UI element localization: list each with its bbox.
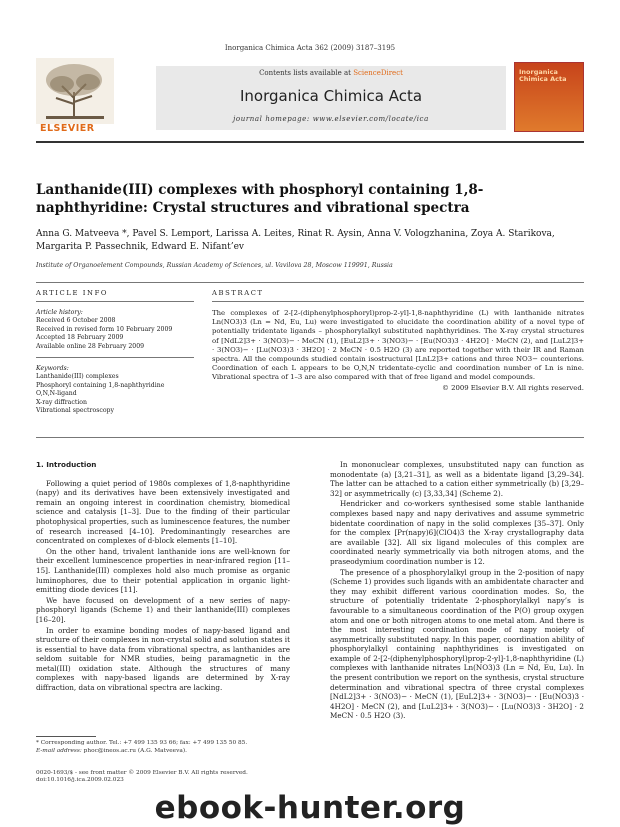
left-column (36, 460, 290, 694)
paragraph: On the other hand, trivalent lanthanide ions are well-known for their excellent luminescence properties in near-infrared region [11–15]. Lanthanide(III) complexes hold also much promise as organic luminophores, due to their potential application in organic light-emitting diode devices [11]. (36, 546, 290, 595)
header-rule (36, 141, 584, 143)
keywords-label: Keywords: (36, 365, 69, 372)
affiliation: Institute of Organoelement Compounds, Russian Academy of Sciences, ul. Vavilova 28, Moscow 119991, Russia (36, 262, 393, 269)
keyword-item: Vibrational spectroscopy (36, 407, 115, 415)
cover-title: Inorganica Chimica Acta (519, 68, 567, 83)
footnote-rule (36, 736, 96, 737)
corresponding-author: * Corresponding author. Tel.: +7 499 135 93 66; fax: +7 499 135 50 85. (36, 740, 248, 746)
contents-line (156, 69, 506, 77)
journal-cover-image (514, 62, 584, 132)
watermark: ebook-hunter.org (154, 790, 466, 826)
journal-reference: Inorganica Chimica Acta 362 (2009) 3187–3195 (224, 44, 396, 52)
paragraph: The presence of a phosphorylalkyl group in the 2-position of napy (Scheme 1) provides such ligands with an ambidentate character and they may exhibit different various coordination modes. So, the structure of potentially tridentate 2-phosphorylalkyl napy’s is favourable to a simultaneous coordination of the P(O) group oxygen atom and one or both nitrogen atoms to one metal atom. And there is the most interesting coordination mode of napy moiety of asymmetrically substituted napy. In this paper, coordination ability of phosphorylalkyl containing naphthyridines is investigated on example of 2-[2-(diphenylphosphoryl)prop-2-yl]-1,8-naphthyridine (L) complexes with lanthanide nitrates Ln(NO3)3 (Ln = Nd, Eu, Lu). In the present contribution we report on the synthesis, crystal structure determination and vibrational spectra of three crystal complexes [NdL2]3+ · 3(NO3)− · MeCN (1), [EuL2]3+ · 3(NO3)− · [Eu(NO3)3 · 4H2O] · MeCN (2), and [LuL2]3+ · 3(NO3)− · [Lu(NO3)3 · 3H2O] · 2 MeCN · 0.5 H2O (3). (330, 567, 584, 721)
footnote (36, 740, 290, 755)
right-column (330, 460, 584, 722)
abstract-heading: ABSTRACT (212, 289, 264, 297)
keywords (36, 365, 186, 415)
author-list: Anna G. Matveeva *, Pavel S. Lemport, Larissa A. Leites, Rinat R. Aysin, Anna V. Vologzhanina, Zoya A. Starikova, Margarita P. Passechnik, Edward E. Nifant’ev (36, 229, 555, 252)
sciencedirect-link[interactable]: ScienceDirect (353, 69, 403, 77)
abstract-text: The complexes of 2-[2-(diphenylphosphoryl)prop-2-yl]-1,8-naphthyridine (L) with lanthanide nitrates Ln(NO3)3 (Ln = Nd, Eu, Lu) were investigated to elucidate the coordination ability of a novel type of potentially tridentate ligands – phosphorylalkyl substituted naphthyridines. The X-ray crystal structures of [NdL2]3+ · 3(NO3)− · MeCN (1), [EuL2]3+ · 3(NO3)− · [Eu(NO3)3 · 4H2O] · MeCN (2), and [LuL2]3+ · 3(NO3)− · [Lu(NO3)3 · 3H2O] · 2 MeCN · 0.5 H2O (3) are reported together with their IR and Raman spectra. All the compounds studied contain isostructural [LnL2]3+ cations and three NO3− counterions. Coordination of each L appears to be O,N,N tridentate-cyclic and coordination number of Ln is nine. Vibrational spectra of 1–3 are also compared with that of free ligand and model compounds. (212, 309, 584, 382)
front-matter (36, 770, 290, 785)
divider (36, 437, 584, 438)
elsevier-logo (36, 58, 114, 136)
paragraph: We have focused on development of a new series of napy-phosphoryl ligands (Scheme 1) and their lanthanide(III) complexes [16–20]. (36, 595, 290, 624)
issn-line: 0020-1693/$ - see front matter © 2009 Elsevier B.V. All rights reserved. (36, 770, 248, 776)
history-item: Received in revised form 10 February 2009 (36, 325, 173, 333)
journal-homepage[interactable]: journal homepage: www.elsevier.com/locate/ica (233, 115, 429, 123)
article-title: Lanthanide(III) complexes with phosphoryl containing 1,8-naphthyridine: Crystal structures and vibrational spectra (36, 182, 484, 216)
doi-line[interactable]: doi:10.1016/j.ica.2009.02.023 (36, 777, 124, 784)
email-address[interactable]: phoc@ineos.ac.ru (A.G. Matveeva). (83, 747, 187, 754)
email-label: E-mail address: (36, 747, 82, 754)
article-history (36, 309, 186, 351)
abstract (212, 309, 584, 393)
history-item: Received 6 October 2008 (36, 317, 116, 325)
keyword-item: Lanthanide(III) complexes (36, 373, 119, 381)
publisher-logo-text: ELSEVIER (40, 123, 95, 134)
paragraph: In mononuclear complexes, unsubstituted napy can function as monodentate (a) [3,21–31], as well as a bidentate ligand [3,29–34]. The latter can be attached to a cation either symmetrically (b) [3,29–32] or asymmetrically (c) [3,33,34] (Scheme 2). (330, 460, 584, 498)
masthead-banner (156, 66, 506, 130)
history-item: Accepted 18 February 2009 (36, 334, 124, 342)
keyword-item: X-ray diffraction (36, 398, 88, 406)
paragraph: In order to examine bonding modes of napy-based ligand and structure of their complexes in non-crystal solid and solution states it is essential to have data from vibrational spectra, as lanthanides are seldom suitable for NMR studies, being paramagnetic in the metal(III) oxidation state. Although the structures of many complexes with napy-based ligands are determined by X-ray diffraction, data on vibrational spectra are lacking. (36, 625, 290, 693)
divider (36, 301, 194, 302)
paragraph: Hendricker and co-workers synthesised some stable lanthanide complexes based napy and napy derivatives and assume symmetric bidentate coordination of napy in the solid complexes [35–37]. Only for the complex [Pr(napy)6](ClO4)3 the X-ray crystallography data are available [32]. All six ligand molecules of this complex are coordinated nearly symmetrically via both nitrogen atoms, and the praseodymium coordination number is 12. (330, 499, 584, 566)
history-label: Article history: (36, 309, 83, 316)
copyright-notice: © 2009 Elsevier B.V. All rights reserved. (442, 383, 584, 392)
keyword-item: O,N,N-ligand (36, 390, 77, 398)
section-heading: 1. Introduction (36, 460, 97, 469)
keyword-item: Phosphoryl containing 1,8-naphthyridine (36, 381, 165, 389)
history-item: Available online 28 February 2009 (36, 342, 145, 350)
tree-icon (36, 58, 114, 124)
email-line (36, 748, 290, 756)
paragraph: Following a quiet period of 1980s complexes of 1,8-naphthyridine (napy) and its derivatives have been extensively investigated and remain an ongoing interest in coordination chemistry, biomedical science and catalysis [1–3]. Due to the finding of their particular photophysical properties, such as luminescence features, the number of research increased [4–10]. Predominantingly researches are concentrated on complexes of d-block elements [1–10]. (36, 478, 290, 546)
journal-name: Inorganica Chimica Acta (239, 87, 423, 105)
masthead (36, 58, 584, 136)
divider (212, 301, 584, 302)
divider (36, 357, 194, 358)
divider (36, 282, 584, 283)
article-info-heading: ARTICLE INFO (36, 289, 109, 297)
contents-prefix: Contents lists available at (259, 69, 354, 77)
